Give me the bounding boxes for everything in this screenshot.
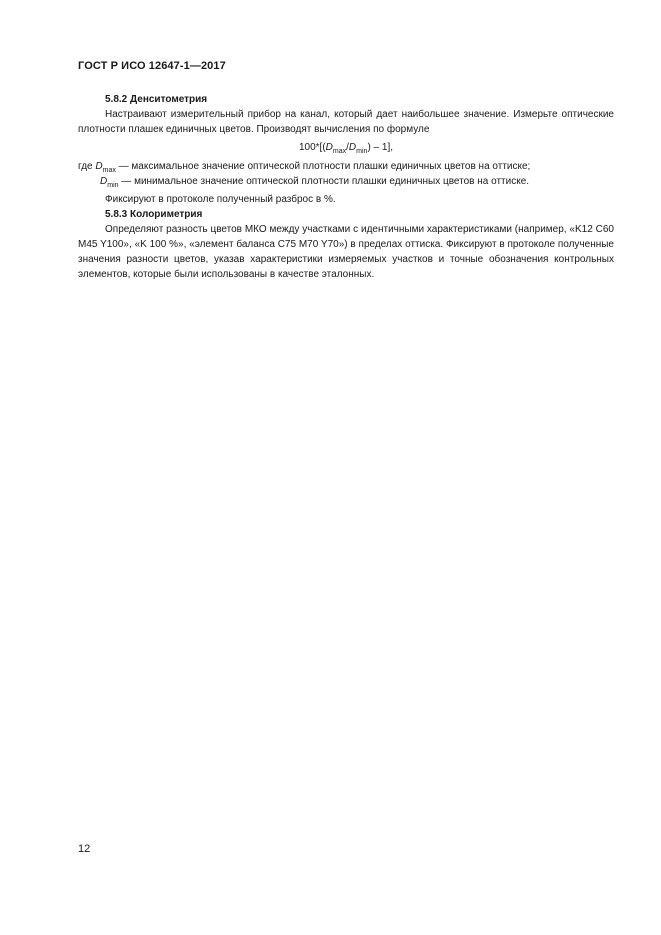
formula-slash: /	[346, 142, 349, 153]
formula	[78, 140, 614, 155]
paragraph-densitometry-intro: Настраивают измерительный прибор на канал, который дает наибольшее значение. Измерьте оптические плотности плашек единичных цветов. Производят вычисления по формуле	[78, 109, 614, 135]
formula-subscript-min: min	[356, 148, 368, 155]
formula-symbol-d: D	[348, 142, 357, 153]
paragraph-record-spread: Фиксируют в протоколе полученный разброс в %.	[105, 194, 336, 205]
document-body	[78, 92, 614, 282]
definition-text: — максимальное значение оптической плотности плашки единичных цветов на оттиске;	[115, 161, 531, 172]
definition-subscript: max	[102, 167, 116, 174]
formula-suffix: ) – 1],	[367, 142, 394, 153]
formula-symbol-d: D	[325, 142, 333, 153]
page-number: 12	[78, 843, 91, 855]
formula-prefix: 100*[(	[298, 142, 326, 153]
definition-text: — минимальное значение оптической плотности плашки единичных цветов на оттиске.	[118, 176, 530, 187]
definition-dmin	[78, 174, 614, 189]
paragraph-colorimetry: Определяют разность цветов МКО между участками с идентичными характеристиками (например, «K12 C60 M45 Y100», «K 100 %», «элемент баланса C75 M70 Y70») в пределах оттиска. Фиксируют в протоколе полученные значения разности цветов, указав характеристики измеряемых участков и точные обозначения контрольных элементов, которые были использованы в качестве эталонных.	[78, 224, 614, 280]
section-heading-densitometry: 5.8.2 Денситометрия	[105, 94, 208, 105]
definition-subscript: min	[107, 182, 119, 189]
definition-lead: где	[78, 161, 96, 172]
definition-dmax	[78, 159, 614, 174]
definition-symbol: D	[100, 176, 108, 187]
definition-symbol: D	[95, 161, 103, 172]
formula-subscript-max: max	[332, 148, 347, 155]
section-heading-colorimetry: 5.8.3 Колориметрия	[105, 209, 203, 220]
standard-code-header: ГОСТ Р ИСО 12647-1—2017	[78, 60, 226, 72]
